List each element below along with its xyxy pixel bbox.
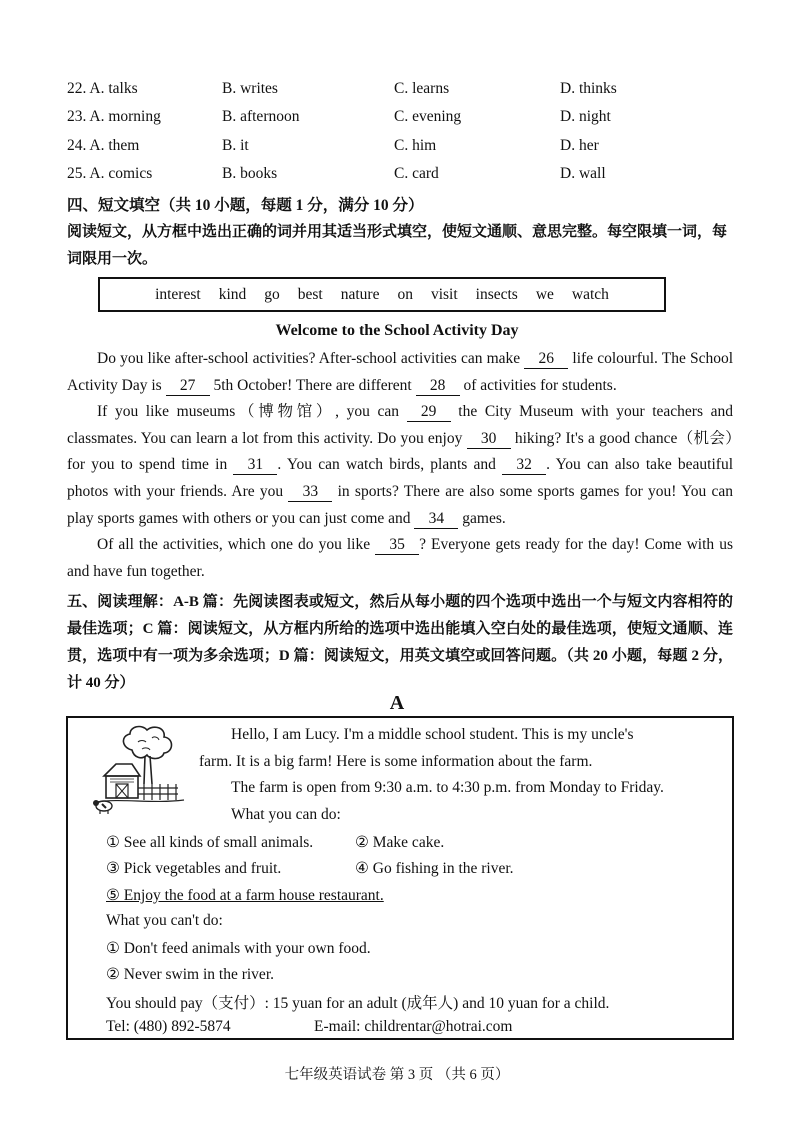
passage-a-letter: A	[389, 692, 405, 714]
passage-text: Do you like after-school activities? After-school activities can make	[97, 350, 525, 367]
can-do-item-1: ① See all kinds of small animals.	[106, 834, 314, 851]
word-bank-word: interest	[155, 285, 201, 303]
opening-hours: The farm is open from 9:30 a.m. to 4:30 p.m. from Monday to Friday.	[231, 779, 664, 796]
blank-30[interactable]: 30	[467, 430, 511, 449]
passage-text: 5th October! There are different	[209, 376, 416, 394]
passage-a-box	[66, 716, 734, 1040]
question-24-options	[0, 137, 794, 165]
can-do-item-2: ② Make cake.	[355, 834, 445, 851]
word-bank-word: insects	[475, 285, 518, 303]
word-bank-word: visit	[430, 285, 458, 303]
option-b: B. writes	[222, 80, 278, 97]
word-bank-word: we	[535, 285, 554, 303]
option-c: C. card	[394, 165, 439, 182]
phone-number: Tel: (480) 892-5874	[106, 1018, 231, 1035]
word-bank	[98, 277, 666, 312]
email-address: E-mail: childrentar@hotrai.com	[314, 1018, 513, 1035]
blank-33[interactable]: 33	[288, 483, 332, 502]
can-do-item-4: ④ Go fishing in the river.	[355, 860, 514, 877]
passage-text: Of all the activities, which one do you like	[97, 536, 376, 554]
cant-do-item-1: ① Don't feed animals with your own food.	[106, 940, 371, 957]
cant-do-title: What you can't do:	[106, 912, 223, 929]
passage-paragraph-2	[67, 399, 733, 532]
blank-31[interactable]: 31	[233, 456, 277, 475]
passage-paragraph-3	[67, 532, 733, 585]
blank-27[interactable]: 27	[166, 377, 210, 396]
word-bank-word: on	[397, 285, 413, 303]
option-d: D. thinks	[560, 80, 617, 97]
option-d: D. wall	[560, 165, 606, 182]
passage-paragraph-1	[67, 346, 733, 399]
section-4-instruction: 阅读短文，从方框中选出正确的词并用其适当形式填空，使短文通顺、意思完整。每空限填一词，每词限用一次。	[67, 224, 728, 267]
blank-28[interactable]: 28	[416, 377, 460, 396]
farm-illustration	[92, 722, 187, 814]
option-c: C. learns	[394, 80, 450, 97]
option-b: B. books	[222, 165, 278, 182]
passage-text: of activities for students.	[459, 376, 617, 394]
option-a: 25. A. comics	[67, 165, 153, 182]
passage-text: . You can watch birds, plants and	[277, 456, 503, 474]
cant-do-item-2: ② Never swim in the river.	[106, 966, 274, 983]
question-25-options	[0, 165, 794, 193]
passage-title: Welcome to the School Activity Day	[275, 322, 519, 339]
word-bank-word: go	[264, 285, 280, 303]
word-bank-word: nature	[340, 285, 380, 303]
word-bank-word: best	[297, 285, 323, 303]
section-4-heading: 四、短文填空（共 10 小题，每题 1 分，满分 10 分）	[67, 197, 424, 214]
blank-26[interactable]: 26	[524, 350, 568, 369]
passage-text: If you like museums（博物馆）, you can	[97, 403, 407, 421]
can-do-title: What you can do:	[231, 806, 341, 823]
section-5-instruction: 五、阅读理解：A-B 篇：先阅读图表或短文，然后从每小题的四个选项中选出一个与短文内容相符的最佳选项；C 篇：阅读短文，从方框内所给的选项中选出能填入空白处的最佳选项，使短文通顺、连贯，选项中有一项为多余选项；D 篇：阅读短文，用英文填空或回答问题。（共 20 小题，每题 2 分，计 40 分）	[67, 594, 733, 691]
word-bank-word: kind	[218, 285, 247, 303]
blank-29[interactable]: 29	[407, 403, 451, 422]
page-footer: 七年级英语试卷 第 3 页 （共 6 页）	[284, 1067, 510, 1083]
option-c: C. him	[394, 137, 437, 154]
passage-text: life colourful. The School Activity Day is	[67, 350, 734, 394]
cloze-passage	[67, 346, 733, 585]
option-b: B. afternoon	[222, 108, 300, 125]
passage-text: hiking? It's a good chance（机会）for you to spend time in	[67, 429, 733, 474]
option-a: 22. A. talks	[67, 80, 138, 97]
passage-text: ? Everyone gets ready for the day! Come with us and have fun together.	[67, 536, 733, 580]
can-do-item-3: ③ Pick vegetables and fruit.	[106, 860, 282, 877]
blank-34[interactable]: 34	[414, 510, 458, 529]
question-22-options	[0, 80, 794, 108]
word-bank-word: watch	[571, 285, 609, 303]
price-info: You should pay（支付）: 15 yuan for an adult (成年人) and 10 yuan for a child.	[106, 995, 610, 1012]
question-23-options	[0, 108, 794, 136]
option-a: 24. A. them	[67, 137, 140, 154]
blank-32[interactable]: 32	[502, 456, 546, 475]
option-d: D. night	[560, 108, 611, 125]
passage-text: the City Museum with your teachers and classmates. You can learn a lot from this activity. Do you enjoy	[67, 403, 733, 447]
blank-35[interactable]: 35	[375, 536, 419, 555]
intro-line-2: farm. It is a big farm! Here is some information about the farm.	[199, 753, 593, 770]
can-do-item-5: ⑤ Enjoy the food at a farm house restaurant.	[106, 887, 384, 904]
passage-text: . You can also take beautiful photos with your friends. Are you	[67, 456, 733, 500]
passage-text: games.	[458, 509, 506, 527]
option-d: D. her	[560, 137, 599, 154]
passage-text: in sports? There are also some sports games for you! You can play sports games with others or you can just come and	[67, 482, 733, 527]
option-b: B. it	[222, 137, 249, 154]
intro-line-1: Hello, I am Lucy. I'm a middle school student. This is my uncle's	[231, 726, 634, 743]
option-a: 23. A. morning	[67, 108, 161, 125]
option-c: C. evening	[394, 108, 462, 125]
